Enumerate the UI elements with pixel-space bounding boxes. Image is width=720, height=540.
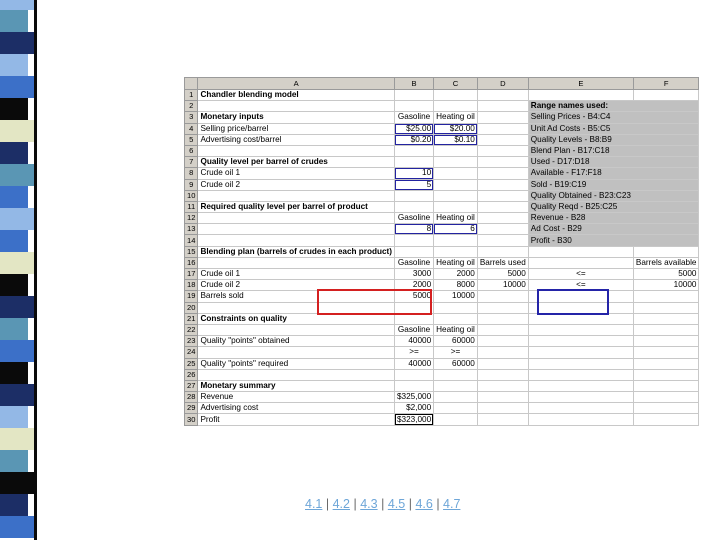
cell-d20[interactable] [477, 302, 528, 313]
cell-f30[interactable] [633, 414, 699, 425]
stripe-block [0, 142, 28, 164]
cell-e1[interactable] [528, 90, 633, 101]
stripe-block [0, 428, 34, 450]
cell-b18[interactable]: 2000 [394, 280, 433, 291]
stripe-block [0, 384, 34, 406]
stripe-block [0, 164, 34, 186]
cell-e21[interactable] [528, 313, 633, 324]
row-header[interactable]: 5 [185, 134, 198, 145]
row-header[interactable]: 29 [185, 403, 198, 414]
nav-link-4-6[interactable]: 4.6 [415, 497, 433, 511]
row-header[interactable]: 6 [185, 145, 198, 156]
stripe-block [0, 494, 28, 516]
cell-a23[interactable]: Quality "points" obtained [198, 336, 395, 347]
cell-a3[interactable]: Monetary inputs [198, 112, 395, 123]
cell-c21[interactable] [434, 313, 478, 324]
row-header[interactable]: 17 [185, 269, 198, 280]
cell-f29[interactable] [633, 403, 699, 414]
cell-d28[interactable] [477, 392, 528, 403]
cell-c2[interactable] [434, 101, 478, 112]
stripe-edge [34, 0, 37, 540]
cell-f12[interactable] [633, 213, 699, 224]
cell-b28[interactable]: $325,000 [394, 392, 433, 403]
cell-e2[interactable]: Range names used: [528, 101, 633, 112]
cell-a20[interactable] [198, 302, 395, 313]
cell-d30[interactable] [477, 414, 528, 425]
cell-f26[interactable] [633, 369, 699, 380]
cell-a18[interactable]: Crude oil 2 [198, 280, 395, 291]
cell-e29[interactable] [528, 403, 633, 414]
sheet-row [185, 190, 699, 201]
cell-b16[interactable]: Gasoline [394, 257, 433, 268]
column-header-e[interactable]: E [528, 78, 633, 90]
nav-link-4-7[interactable]: 4.7 [443, 497, 461, 511]
cell-f14[interactable] [633, 235, 699, 246]
row-header[interactable]: 18 [185, 280, 198, 291]
sheet-row [185, 280, 699, 291]
row-header[interactable]: 23 [185, 336, 198, 347]
column-header-a[interactable]: A [198, 78, 395, 90]
row-header[interactable]: 21 [185, 313, 198, 324]
cell-c16[interactable]: Heating oil [434, 257, 478, 268]
cell-c6[interactable] [434, 145, 478, 156]
cell-b1[interactable] [394, 90, 433, 101]
sheet-row [185, 336, 699, 347]
cell-c27[interactable] [434, 380, 478, 391]
cell-e27[interactable] [528, 380, 633, 391]
cell-d3[interactable] [477, 112, 528, 123]
cell-d29[interactable] [477, 403, 528, 414]
cell-f16[interactable]: Barrels available [633, 257, 699, 268]
cell-c13[interactable]: 6 [434, 224, 478, 235]
cell-c26[interactable] [434, 369, 478, 380]
corner-cell[interactable] [185, 78, 198, 90]
stripe-block [0, 0, 34, 10]
cell-d22[interactable] [477, 324, 528, 335]
cell-d5[interactable] [477, 134, 528, 145]
sheet-row [185, 369, 699, 380]
cell-b13[interactable]: 8 [394, 224, 433, 235]
cell-b6[interactable] [394, 145, 433, 156]
row-header[interactable]: 14 [185, 235, 198, 246]
sheet-row [185, 347, 699, 358]
cell-c24[interactable]: >= [434, 347, 478, 358]
cell-e6[interactable]: Blend Plan - B17:C18 [528, 145, 633, 156]
cell-f19[interactable] [633, 291, 699, 302]
row-header[interactable]: 27 [185, 380, 198, 391]
stripe-block [0, 186, 28, 208]
cell-c17[interactable]: 2000 [434, 269, 478, 280]
cell-a24[interactable] [198, 347, 395, 358]
cell-f9[interactable] [633, 179, 699, 190]
stripe-block [0, 230, 28, 252]
row-header[interactable]: 19 [185, 291, 198, 302]
row-header[interactable]: 22 [185, 324, 198, 335]
cell-b20[interactable] [394, 302, 433, 313]
cell-e8[interactable]: Available - F17:F18 [528, 168, 633, 179]
spreadsheet-grid [184, 77, 699, 426]
sheet-row [185, 157, 699, 168]
cell-d26[interactable] [477, 369, 528, 380]
cell-a1[interactable]: Chandler blending model [198, 90, 395, 101]
sheet-row [185, 201, 699, 212]
row-header[interactable]: 8 [185, 168, 198, 179]
row-header[interactable]: 30 [185, 414, 198, 425]
cell-e17[interactable]: <= [528, 269, 633, 280]
cell-e12[interactable]: Revenue - B28 [528, 213, 633, 224]
nav-separator: | [353, 497, 357, 511]
row-header[interactable]: 28 [185, 392, 198, 403]
column-header-f[interactable]: F [633, 78, 699, 90]
cell-c19[interactable]: 10000 [434, 291, 478, 302]
cell-d24[interactable] [477, 347, 528, 358]
cell-c4[interactable]: $20.00 [434, 123, 478, 134]
nav-separator: | [325, 497, 330, 511]
cell-e30[interactable] [528, 414, 633, 425]
stripe-block [0, 296, 34, 318]
sheet-row [185, 179, 699, 190]
sheet-row [185, 403, 699, 414]
cell-a13[interactable] [198, 224, 395, 235]
stripe-block [0, 120, 34, 142]
cell-e9[interactable]: Sold - B19:C19 [528, 179, 633, 190]
sheet-row [185, 414, 699, 425]
cell-d27[interactable] [477, 380, 528, 391]
cell-f13[interactable] [633, 224, 699, 235]
cell-b23[interactable]: 40000 [394, 336, 433, 347]
cell-a15[interactable]: Blending plan (barrels of crudes in each product) [198, 246, 395, 257]
cell-c15[interactable] [434, 246, 478, 257]
sheet-row [185, 324, 699, 335]
cell-c25[interactable]: 60000 [434, 358, 478, 369]
cell-a29[interactable]: Advertising cost [198, 403, 395, 414]
stripe-block [0, 406, 28, 428]
sheet-row [185, 313, 699, 324]
cell-b5[interactable]: $0.20 [394, 134, 433, 145]
stripe-block [0, 362, 28, 384]
cell-d19[interactable] [477, 291, 528, 302]
sheet-row [185, 213, 699, 224]
cell-d21[interactable] [477, 313, 528, 324]
cell-a22[interactable] [198, 324, 395, 335]
cell-b9[interactable]: 5 [394, 179, 433, 190]
sheet-row [185, 224, 699, 235]
cell-f1[interactable] [633, 90, 699, 101]
cell-c9[interactable] [434, 179, 478, 190]
sheet-row [185, 90, 699, 101]
cell-a17[interactable]: Crude oil 1 [198, 269, 395, 280]
cell-c10[interactable] [434, 190, 478, 201]
cell-f2[interactable] [633, 101, 699, 112]
cell-f10[interactable] [633, 190, 699, 201]
cell-d14[interactable] [477, 235, 528, 246]
cell-a14[interactable] [198, 235, 395, 246]
stripe-block [0, 450, 28, 472]
column-header-row [185, 78, 699, 90]
cell-c14[interactable] [434, 235, 478, 246]
stripe-block [0, 274, 28, 296]
cell-a21[interactable]: Constraints on quality [198, 313, 395, 324]
cell-f15[interactable] [633, 246, 699, 257]
sheet-row [185, 302, 699, 313]
sheet-row [185, 291, 699, 302]
cell-d6[interactable] [477, 145, 528, 156]
cell-d10[interactable] [477, 190, 528, 201]
sheet-row [185, 392, 699, 403]
nav-separator: | [381, 497, 385, 511]
cell-b8[interactable]: 10 [394, 168, 433, 179]
cell-b3[interactable]: Gasoline [394, 112, 433, 123]
column-header-c[interactable]: C [434, 78, 478, 90]
cell-b14[interactable] [394, 235, 433, 246]
cell-b7[interactable] [394, 157, 433, 168]
cell-a6[interactable] [198, 145, 395, 156]
stripe-block [0, 340, 34, 362]
cell-b26[interactable] [394, 369, 433, 380]
cell-d15[interactable] [477, 246, 528, 257]
column-header-d[interactable]: D [477, 78, 528, 90]
cell-b30[interactable]: $323,000 [394, 414, 433, 425]
cell-b25[interactable]: 40000 [394, 358, 433, 369]
nav-link-4-5[interactable]: 4.5 [387, 497, 406, 511]
cell-f28[interactable] [633, 392, 699, 403]
cell-f6[interactable] [633, 145, 699, 156]
cell-c12[interactable]: Heating oil [434, 213, 478, 224]
cell-a4[interactable]: Selling price/barrel [198, 123, 395, 134]
cell-a30[interactable]: Profit [198, 414, 395, 425]
cell-b10[interactable] [394, 190, 433, 201]
row-header[interactable]: 1 [185, 90, 198, 101]
cell-b2[interactable] [394, 101, 433, 112]
cell-c7[interactable] [434, 157, 478, 168]
cell-a11[interactable]: Required quality level per barrel of product [198, 201, 395, 212]
sheet-row [185, 134, 699, 145]
cell-a19[interactable]: Barrels sold [198, 291, 395, 302]
cell-d23[interactable] [477, 336, 528, 347]
cell-c11[interactable] [434, 201, 478, 212]
cell-d1[interactable] [477, 90, 528, 101]
cell-d11[interactable] [477, 201, 528, 212]
cell-d12[interactable] [477, 213, 528, 224]
cell-d8[interactable] [477, 168, 528, 179]
cell-b12[interactable]: Gasoline [394, 213, 433, 224]
cell-f7[interactable] [633, 157, 699, 168]
sheet-row [185, 246, 699, 257]
cell-d16[interactable]: Barrels used [477, 257, 528, 268]
row-header[interactable]: 4 [185, 123, 198, 134]
cell-b11[interactable] [394, 201, 433, 212]
row-header[interactable]: 20 [185, 302, 198, 313]
cell-b19[interactable]: 5000 [394, 291, 433, 302]
cell-b21[interactable] [394, 313, 433, 324]
stripe-block [0, 318, 28, 340]
cell-e18[interactable]: <= [528, 280, 633, 291]
stripe-block [0, 32, 34, 54]
cell-b22[interactable]: Gasoline [394, 324, 433, 335]
row-header[interactable]: 10 [185, 190, 198, 201]
row-header[interactable]: 7 [185, 157, 198, 168]
cell-b15[interactable] [394, 246, 433, 257]
cell-e15[interactable] [528, 246, 633, 257]
cell-a16[interactable] [198, 257, 395, 268]
row-header[interactable]: 25 [185, 358, 198, 369]
cell-e26[interactable] [528, 369, 633, 380]
cell-b17[interactable]: 3000 [394, 269, 433, 280]
cell-e4[interactable]: Unit Ad Costs - B5:C5 [528, 123, 633, 134]
cell-a8[interactable]: Crude oil 1 [198, 168, 395, 179]
cell-d18[interactable]: 10000 [477, 280, 528, 291]
cell-b29[interactable]: $2,000 [394, 403, 433, 414]
nav-link-4-3[interactable]: 4.3 [360, 497, 378, 511]
cell-a9[interactable]: Crude oil 2 [198, 179, 395, 190]
cell-d13[interactable] [477, 224, 528, 235]
cell-b27[interactable] [394, 380, 433, 391]
sheet-row [185, 380, 699, 391]
cell-f24[interactable] [633, 347, 699, 358]
cell-c22[interactable]: Heating oil [434, 324, 478, 335]
stripe-block [0, 472, 34, 494]
cell-b4[interactable]: $25.00 [394, 123, 433, 134]
cell-c28[interactable] [434, 392, 478, 403]
cell-e28[interactable] [528, 392, 633, 403]
cell-a2[interactable] [198, 101, 395, 112]
cell-c23[interactable]: 60000 [434, 336, 478, 347]
cell-f4[interactable] [633, 123, 699, 134]
cell-a10[interactable] [198, 190, 395, 201]
decorative-stripe [0, 0, 62, 540]
sheet-row [185, 145, 699, 156]
row-header[interactable]: 15 [185, 246, 198, 257]
cell-f5[interactable] [633, 134, 699, 145]
stripe-block [0, 10, 28, 32]
slide-nav [305, 497, 460, 511]
cell-e22[interactable] [528, 324, 633, 335]
nav-link-4-2[interactable]: 4.2 [332, 497, 350, 511]
cell-a25[interactable]: Quality "points" required [198, 358, 395, 369]
stripe-block [0, 516, 34, 538]
cell-f23[interactable] [633, 336, 699, 347]
cell-e3[interactable]: Selling Prices - B4:C4 [528, 112, 633, 123]
cell-e19[interactable] [528, 291, 633, 302]
cell-c1[interactable] [434, 90, 478, 101]
cell-a27[interactable]: Monetary summary [198, 380, 395, 391]
row-header[interactable]: 16 [185, 257, 198, 268]
cell-d17[interactable]: 5000 [477, 269, 528, 280]
row-header[interactable]: 13 [185, 224, 198, 235]
cell-c20[interactable] [434, 302, 478, 313]
cell-f17[interactable]: 5000 [633, 269, 699, 280]
nav-separator: | [436, 497, 440, 511]
sheet-row [185, 112, 699, 123]
cell-d25[interactable] [477, 358, 528, 369]
stripe-block [0, 76, 34, 98]
row-header[interactable]: 3 [185, 112, 198, 123]
stripe-block [0, 54, 28, 76]
cell-a26[interactable] [198, 369, 395, 380]
cell-f25[interactable] [633, 358, 699, 369]
sheet-row [185, 123, 699, 134]
cell-f3[interactable] [633, 112, 699, 123]
cell-c5[interactable]: $0.10 [434, 134, 478, 145]
cell-e11[interactable]: Quality Reqd - B25:C25 [528, 201, 633, 212]
cell-e10[interactable]: Quality Obtained - B23:C23 [528, 190, 633, 201]
cell-c18[interactable]: 8000 [434, 280, 478, 291]
sheet-row [185, 257, 699, 268]
cell-e14[interactable]: Profit - B30 [528, 235, 633, 246]
cell-c30[interactable] [434, 414, 478, 425]
row-header[interactable]: 2 [185, 101, 198, 112]
cell-a28[interactable]: Revenue [198, 392, 395, 403]
spreadsheet [184, 77, 697, 461]
sheet-row [185, 358, 699, 369]
cell-b24[interactable]: >= [394, 347, 433, 358]
sheet-row [185, 101, 699, 112]
cell-f11[interactable] [633, 201, 699, 212]
cell-d9[interactable] [477, 179, 528, 190]
sheet-row [185, 168, 699, 179]
stripe-block [0, 252, 34, 274]
cell-a5[interactable]: Advertising cost/barrel [198, 134, 395, 145]
cell-d2[interactable] [477, 101, 528, 112]
row-header[interactable]: 9 [185, 179, 198, 190]
cell-f21[interactable] [633, 313, 699, 324]
cell-e20[interactable] [528, 302, 633, 313]
cell-d7[interactable] [477, 157, 528, 168]
cell-e16[interactable] [528, 257, 633, 268]
cell-e25[interactable] [528, 358, 633, 369]
cell-e7[interactable]: Used - D17:D18 [528, 157, 633, 168]
column-header-b[interactable]: B [394, 78, 433, 90]
cell-a7[interactable]: Quality level per barrel of crudes [198, 157, 395, 168]
cell-f27[interactable] [633, 380, 699, 391]
cell-e23[interactable] [528, 336, 633, 347]
nav-separator: | [408, 497, 412, 511]
nav-link-4-1[interactable]: 4.1 [305, 497, 323, 511]
row-header[interactable]: 12 [185, 213, 198, 224]
cell-e13[interactable]: Ad Cost - B29 [528, 224, 633, 235]
sheet-row [185, 235, 699, 246]
cell-f20[interactable] [633, 302, 699, 313]
cell-f18[interactable]: 10000 [633, 280, 699, 291]
row-header[interactable]: 11 [185, 201, 198, 212]
cell-c29[interactable] [434, 403, 478, 414]
cell-f8[interactable] [633, 168, 699, 179]
cell-e5[interactable]: Quality Levels - B8:B9 [528, 134, 633, 145]
row-header[interactable]: 26 [185, 369, 198, 380]
cell-f22[interactable] [633, 324, 699, 335]
cell-e24[interactable] [528, 347, 633, 358]
cell-c8[interactable] [434, 168, 478, 179]
sheet-row [185, 269, 699, 280]
stripe-block [0, 98, 28, 120]
cell-d4[interactable] [477, 123, 528, 134]
stripe-block [0, 208, 34, 230]
cell-c3[interactable]: Heating oil [434, 112, 478, 123]
cell-a12[interactable] [198, 213, 395, 224]
row-header[interactable]: 24 [185, 347, 198, 358]
